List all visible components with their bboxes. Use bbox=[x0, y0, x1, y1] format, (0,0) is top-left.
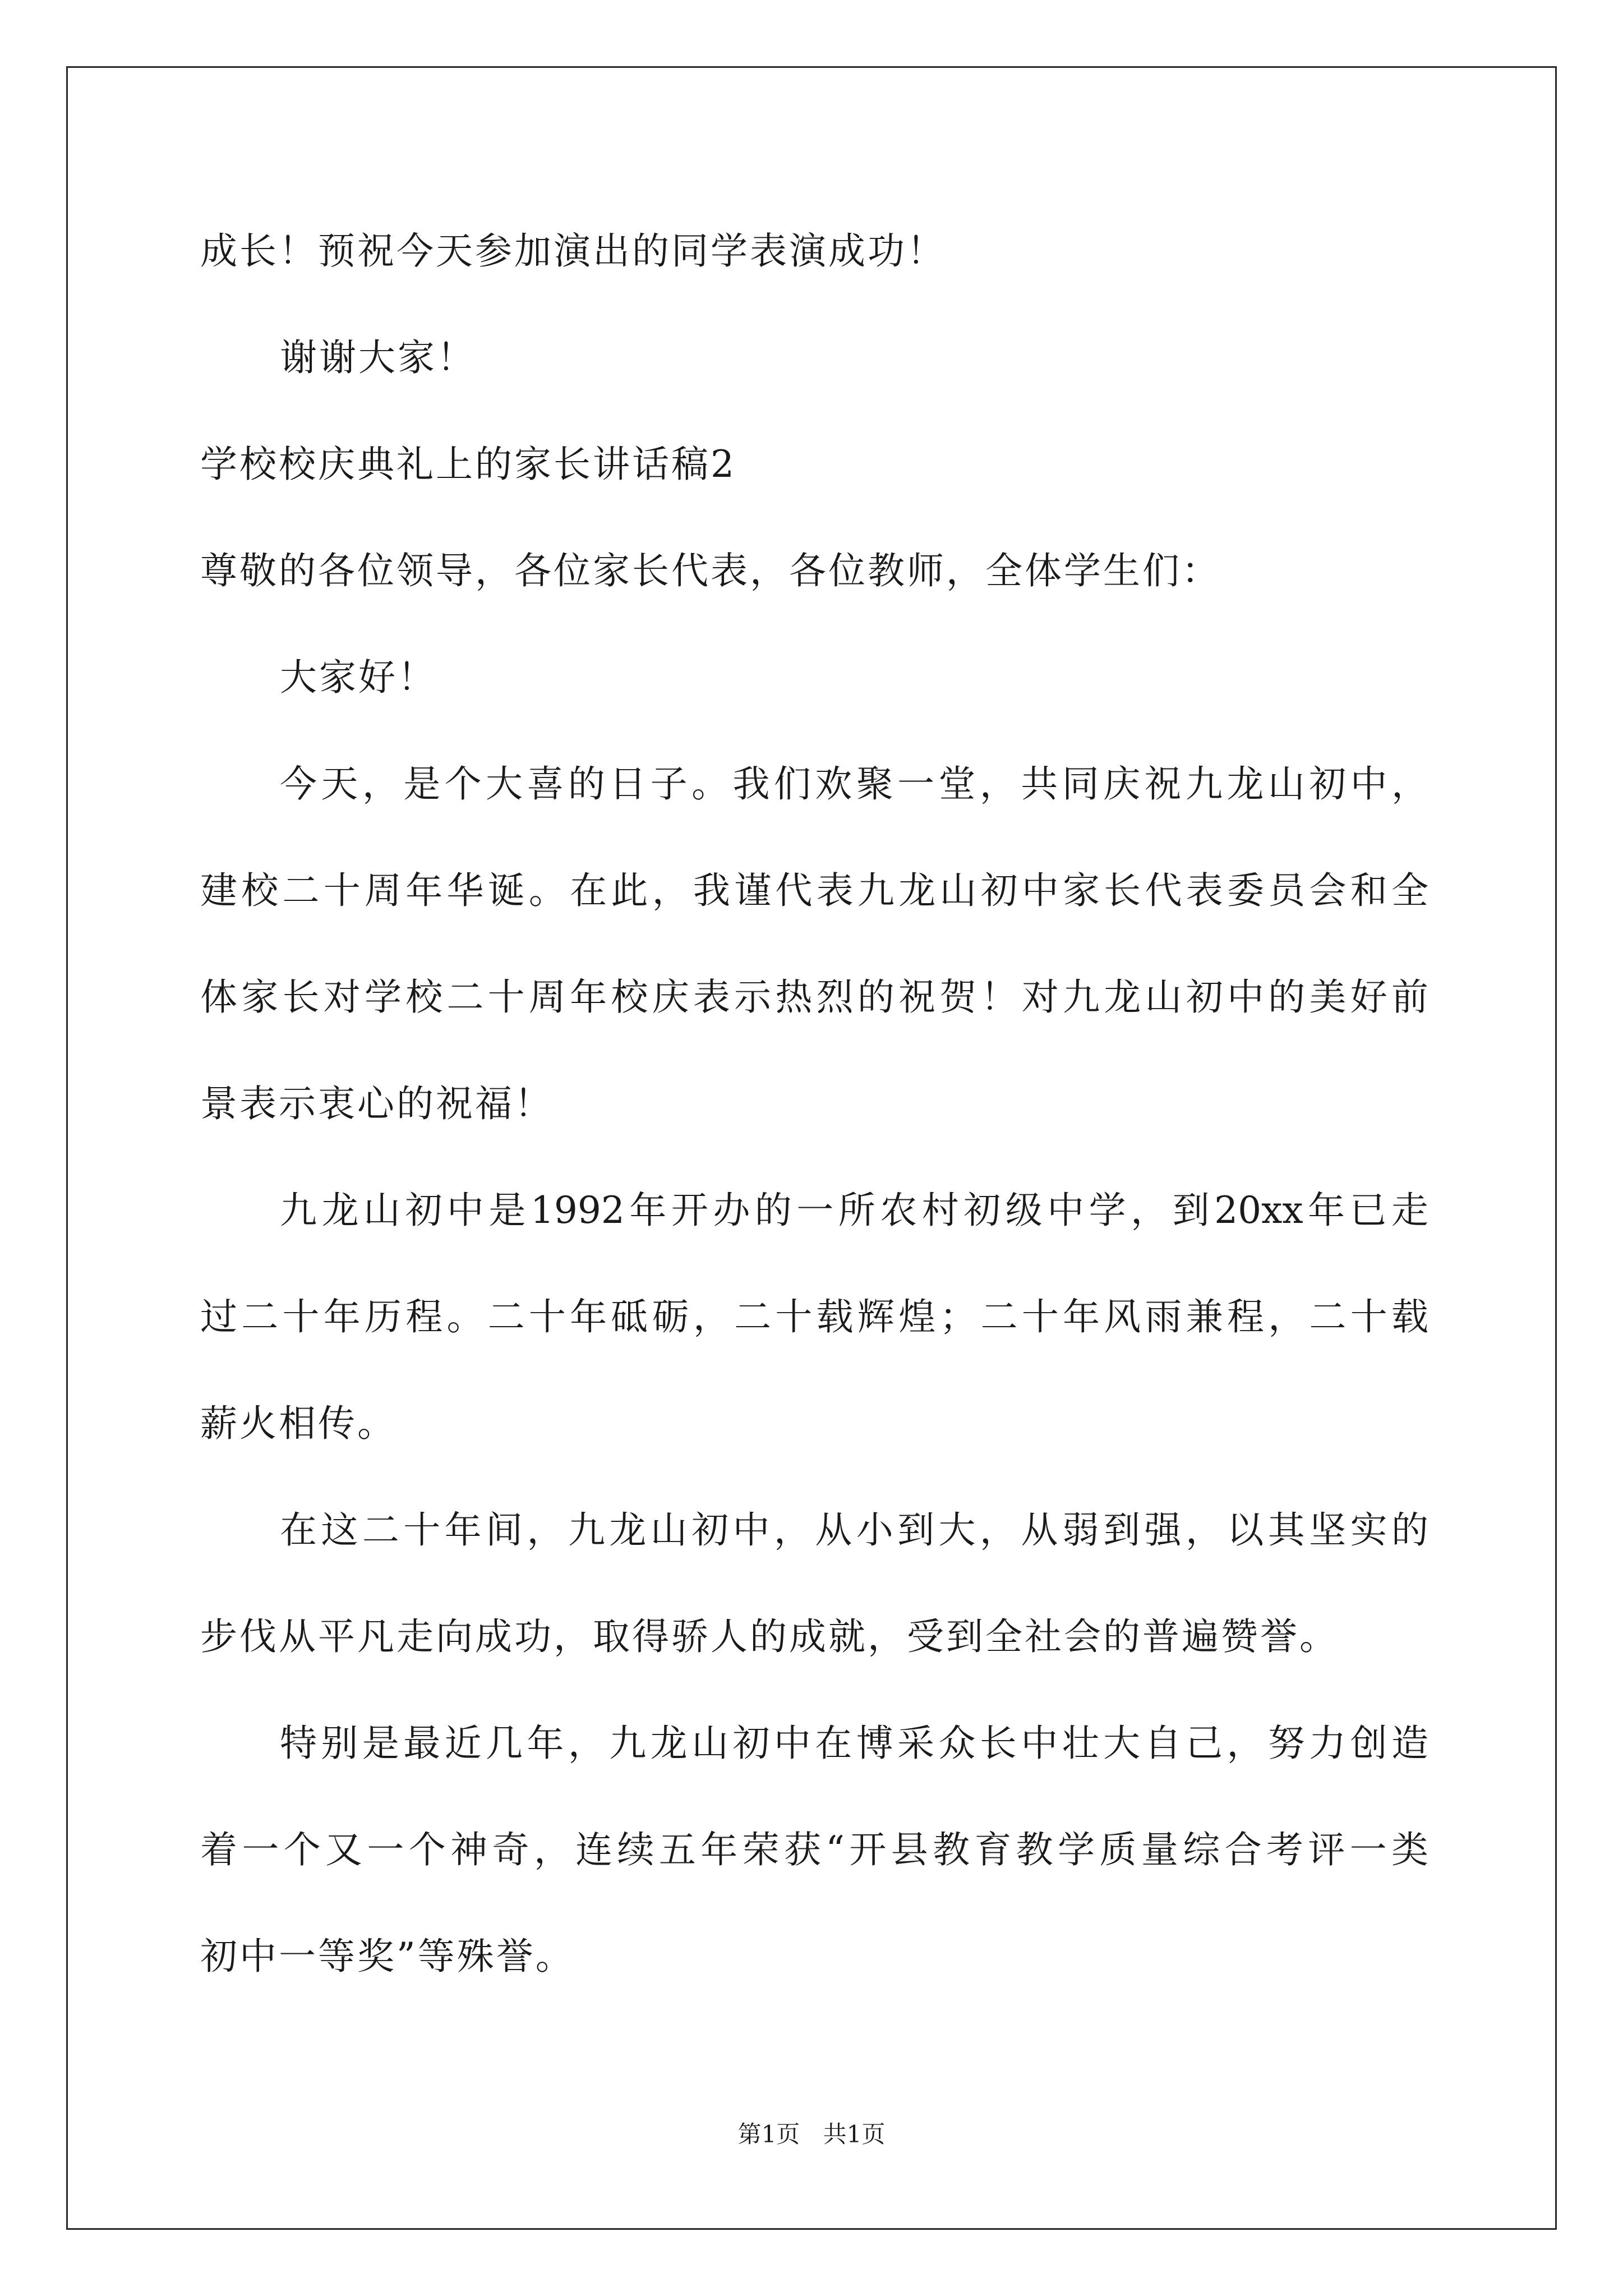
text-line: 建校二十周年华诞。在此，我谨代表九龙山初中家长代表委员会和全 bbox=[200, 869, 1428, 912]
text-line: 特别是最近几年，九龙山初中在博采众长中壮大自己，努力创造 bbox=[280, 1722, 1428, 1765]
text-line: 在这二十年间，九龙山初中，从小到大，从弱到强，以其坚实的 bbox=[280, 1508, 1428, 1552]
text-line: 薪火相传。 bbox=[200, 1402, 396, 1445]
page-border bbox=[66, 66, 1557, 2230]
section-title: 学校校庆典礼上的家长讲话稿2 bbox=[200, 443, 736, 486]
page-total: 共1页 bbox=[823, 2120, 886, 2148]
text-line: 体家长对学校二十周年校庆表示热烈的祝贺！对九龙山初中的美好前 bbox=[200, 976, 1428, 1019]
text-line: 九龙山初中是1992年开办的一所农村初级中学，到20xx年已走 bbox=[280, 1189, 1428, 1232]
page-number: 第1页 bbox=[737, 2120, 800, 2148]
text-line: 步伐从平凡走向成功，取得骄人的成就，受到全社会的普遍赞誉。 bbox=[200, 1615, 1339, 1658]
text-line: 初中一等奖”等殊誉。 bbox=[200, 1935, 575, 1978]
greeting: 大家好！ bbox=[280, 656, 437, 699]
salutation: 尊敬的各位领导，各位家长代表，各位教师，全体学生们： bbox=[200, 549, 1221, 592]
text-line: 成长！预祝今天参加演出的同学表演成功！ bbox=[200, 229, 946, 273]
text-line: 今天，是个大喜的日子。我们欢聚一堂，共同庆祝九龙山初中， bbox=[280, 762, 1428, 806]
text-line: 景表示衷心的祝福！ bbox=[200, 1082, 554, 1125]
text-line: 过二十年历程。二十年砥砺，二十载辉煌；二十年风雨兼程，二十载 bbox=[200, 1295, 1428, 1338]
text-line: 谢谢大家！ bbox=[280, 336, 476, 379]
page-footer bbox=[0, 2119, 1623, 2150]
text-line: 着一个又一个神奇，连续五年荣获“开县教育教学质量综合考评一类 bbox=[200, 1828, 1428, 1871]
